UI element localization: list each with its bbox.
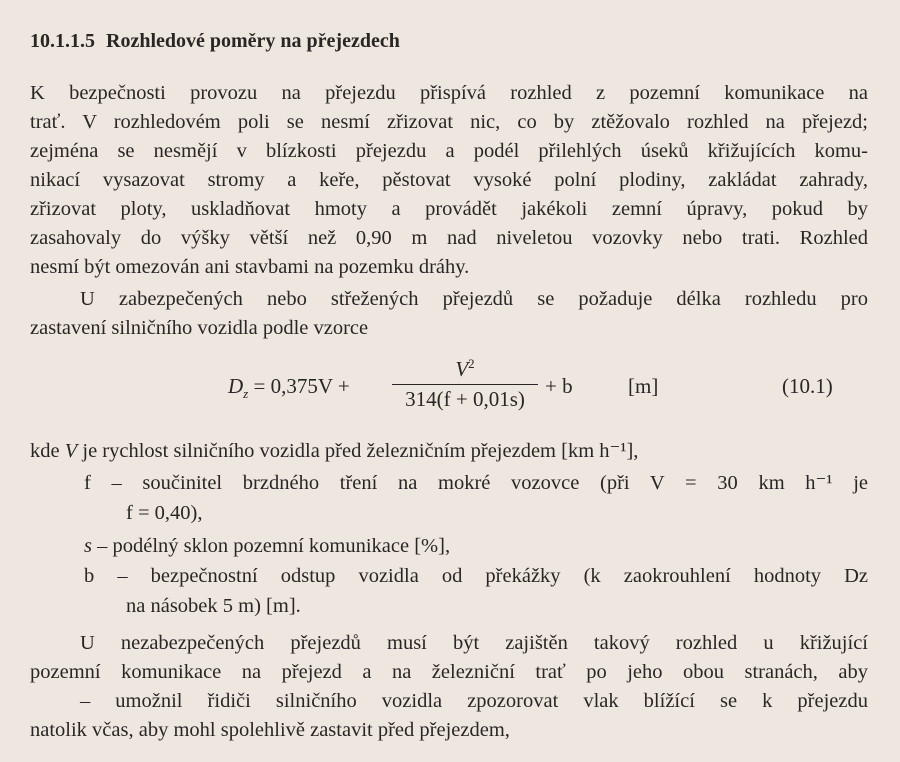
formula-numerator: $V^2$ bbox=[455, 356, 475, 381]
formula-unit: [m] bbox=[628, 374, 659, 398]
formula-plus-b: + b bbox=[545, 374, 573, 398]
definition-s: s – podélný sklon pozemní komunikace [%], bbox=[84, 535, 451, 557]
paragraph1-line: K bezpečnosti provozu na přejezdu přispívá rozhled z pozemní komunikace na bbox=[30, 82, 868, 104]
formula-fraction bbox=[392, 356, 538, 412]
definition-v: kde V je rychlost silničního vozidla před železničním přejezdem [km h⁻¹], bbox=[30, 440, 639, 462]
paragraph2-line: zastavení silničního vozidla podle vzorce bbox=[30, 317, 369, 339]
section-number: 10.1.1.5 bbox=[30, 30, 95, 52]
formula-10-1 bbox=[0, 352, 900, 422]
fraction-bar bbox=[392, 384, 538, 385]
paragraph1-line: zřizovat ploty, uskladňovat hmoty a provádět jakékoli zemní úpravy, pokud by bbox=[30, 198, 868, 220]
definition-b-cont: na násobek 5 m) [m]. bbox=[126, 595, 301, 617]
definition-f: f – součinitel brzdného tření na mokré vozovce (při V = 30 km h⁻¹ je bbox=[84, 472, 868, 494]
paragraph1-line: trať. V rozhledovém poli se nesmí zřizovat nic, co by ztěžovalo rozhled na přejezd; bbox=[30, 111, 868, 133]
paragraph3-line: U nezabezpečených přejezdů musí být zajištěn takový rozhled u křižující bbox=[80, 632, 868, 654]
formula-denominator: 314(f + 0,01s) bbox=[405, 387, 525, 411]
paragraph1-line: nikací vysazovat stromy a keře, pěstovat vysoké polní plodiny, zakládat zahrady, bbox=[30, 169, 868, 191]
paragraph1-line: nesmí být omezován ani stavbami na pozemku dráhy. bbox=[30, 256, 470, 278]
paragraph1-line: zasahovaly do výšky větší než 0,90 m nad niveletou vozovky nebo trati. Rozhled bbox=[30, 227, 868, 249]
definition-f-cont: f = 0,40), bbox=[126, 502, 203, 524]
section-heading bbox=[30, 30, 400, 53]
paragraph3-line: – umožnil řidiči silničního vozidla zpozorovat vlak blížící se k přejezdu bbox=[80, 690, 868, 712]
paragraph2-line: U zabezpečených nebo střežených přejezdů se požaduje délka rozhledu pro bbox=[80, 288, 868, 310]
paragraph1-line: zejména se nesmějí v blízkosti přejezdu a podél přilehlých úseků křižujících komu- bbox=[30, 140, 868, 162]
equation-number: (10.1) bbox=[782, 374, 833, 398]
definition-b: b – bezpečnostní odstup vozidla od překážky (k zaokrouhlení hodnoty Dz bbox=[84, 565, 868, 587]
section-title: Rozhledové poměry na přejezdech bbox=[106, 30, 400, 52]
formula-lhs: $D_z = 0,375V$ + bbox=[228, 374, 350, 402]
paragraph3-line: pozemní komunikace na přejezd a na železniční trať po jeho obou stranách, aby bbox=[30, 661, 868, 683]
paragraph3-line: natolik včas, aby mohl spolehlivě zastavit před přejezdem, bbox=[30, 719, 510, 741]
